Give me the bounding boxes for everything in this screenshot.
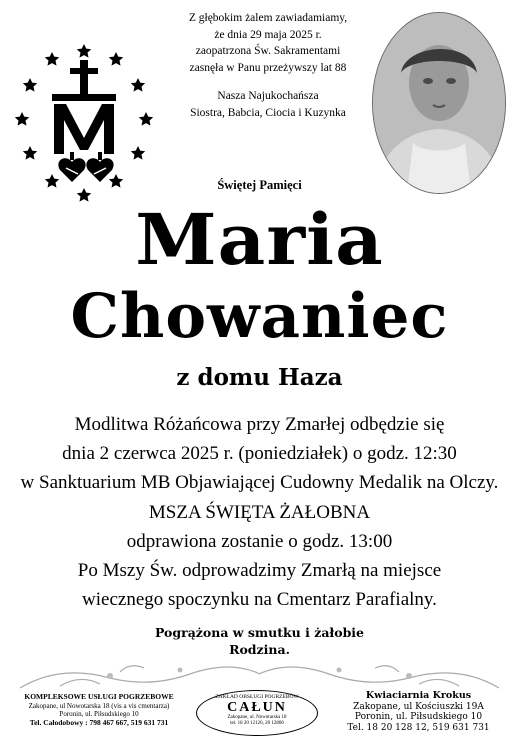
closing-line: Pogrążona w smutku i żałobie	[154, 625, 365, 640]
last-name: Chowaniec	[70, 281, 449, 352]
star-icon	[15, 112, 29, 126]
relation-line: Siostra, Babcia, Ciocia i Kuzynka	[190, 106, 346, 119]
florist-ad	[322, 691, 515, 733]
star-icon	[23, 78, 37, 92]
footer-right-line: Tel. 18 20 128 12, 519 631 731	[347, 722, 490, 733]
star-icon	[45, 52, 59, 66]
relation-line: Nasza Najukochańsza	[217, 90, 319, 102]
footer-left-title: KOMPLEKSOWE USŁUGI POGRZEBOWE	[24, 692, 174, 701]
body-line: w Sanktuarium MB Objawiającej Cudowny Medalik na Olczy.	[20, 472, 499, 494]
memory-label: Świętej Pamięci	[217, 178, 302, 192]
maiden-name: z domu Haza	[176, 364, 343, 391]
notice-line: że dnia 29 maja 2025 r.	[214, 28, 322, 41]
closing-signature	[0, 624, 519, 658]
body-line: odprawiona zostanie o godz. 13:00	[126, 530, 393, 552]
announcement-text	[148, 10, 388, 121]
portrait-photo	[372, 12, 506, 194]
logo-top-text: ZAKŁAD OBSŁUGI POGRZEBÓW	[215, 694, 299, 700]
footer-left-phone: Tel. Całodobowy : 798 467 667, 519 631 731	[29, 717, 169, 727]
funeral-services-ad	[4, 693, 194, 727]
body-line: Po Mszy Św. odprowadzimy Zmarłą na miejsce	[77, 560, 442, 582]
footer-left-line: Poronin, ul. Piłsudskiego 10	[59, 710, 139, 718]
body-line: dnia 2 czerwca 2025 r. (poniedziałek) o godz. 12:30	[62, 443, 457, 465]
footer-right-line: Zakopane, ul Kościuszki 19A	[353, 701, 484, 712]
calun-logo	[196, 690, 318, 736]
closing-signature-family: Rodzina.	[229, 642, 290, 657]
first-name: Maria	[135, 198, 384, 281]
miraculous-medal-emblem	[14, 40, 154, 220]
footer-right-title: Kwiaciarnia Krokus	[365, 690, 472, 701]
logo-line: tel. 18 20 12120, 20 12806	[230, 721, 284, 726]
footer-left-line: Zakopane, ul Nowotarska 18 (vis a vis cmentarza)	[28, 701, 170, 710]
star-icon	[109, 52, 123, 66]
footer-right-line: Poronin, ul. Piłsudskiego 10	[354, 712, 483, 722]
notice-line: zasnęła w Panu przeżywszy lat 88	[189, 61, 347, 74]
star-icon	[23, 146, 37, 160]
ceremony-details	[0, 410, 519, 614]
body-line: Modlitwa Różańcowa przy Zmarłej odbędzie się	[74, 414, 445, 435]
notice-line: Z głębokim żalem zawiadamiamy,	[188, 12, 348, 24]
logo-name: CAŁUN	[227, 700, 287, 715]
notice-line: zaopatrzona Św. Sakramentami	[195, 45, 341, 57]
body-line: wiecznego spoczynku na Cmentarz Parafialny.	[82, 589, 437, 611]
star-icon	[131, 146, 145, 160]
star-icon	[77, 44, 91, 58]
body-line: MSZA ŚWIĘTA ŻAŁOBNA	[148, 501, 371, 523]
star-icon	[131, 78, 145, 92]
logo-line: Zakopane, ul. Nowotarska 18	[227, 715, 287, 720]
